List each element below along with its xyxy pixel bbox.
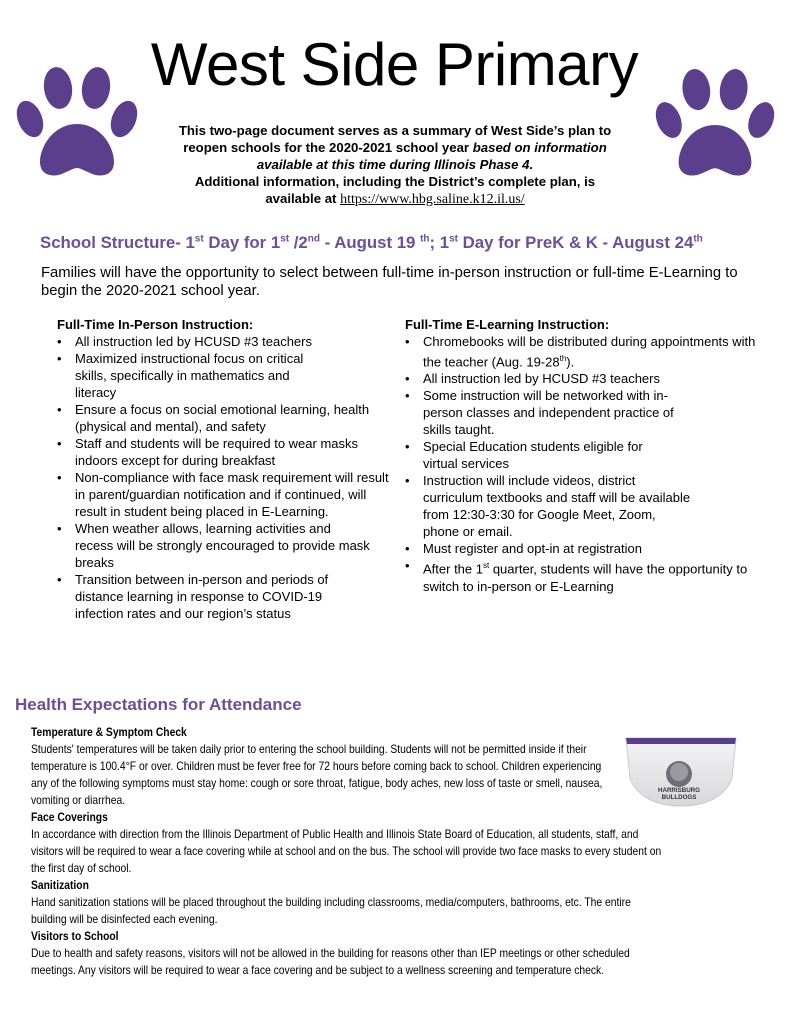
page-title: West Side Primary: [150, 31, 639, 98]
list-item: • Transition between in-person and periods of distance learning in response to COVID-19 infection rates and our region’s status: [57, 571, 392, 622]
list-item: • Non-compliance with face mask requirement will result in parent/guardian notification and if continued, will result in student being placed in E-Learning.: [57, 469, 392, 520]
visitors-title: Visitors to School: [31, 929, 119, 943]
face-coverings-text: In accordance with direction from the Illinois Department of Public Health and Illinois State Board of Education, all students, staff, and visitors will be required to wear a face covering while at school and on the bus. The school will provide two face masks to every student on the first day of school.: [31, 827, 662, 875]
list-item: • All instruction led by HCUSD #3 teachers: [405, 370, 765, 387]
district-plan-link[interactable]: https://www.hbg.saline.k12.il.us/: [340, 192, 525, 207]
list-item: • When weather allows, learning activities and recess will be strongly encouraged to provide mask breaks: [57, 520, 392, 571]
list-item: • Staff and students will be required to wear masks indoors except for during breakfast: [57, 435, 392, 469]
e-learning-title: Full-Time E-Learning Instruction:: [405, 317, 610, 332]
list-item: • Chromebooks will be distributed during appointments with the teacher (Aug. 19-28th).: [405, 333, 765, 370]
mask-logo-line1: HARRISBURG: [658, 787, 700, 794]
list-item: • After the 1st quarter, students will have the opportunity to switch to in-person or E-Learning: [405, 557, 765, 594]
list-item: • Ensure a focus on social emotional learning, health (physical and mental), and safety: [57, 401, 392, 435]
temperature-check-text: Students' temperatures will be taken daily prior to entering the school building. Students will not be permitted inside if their temperature is 100.4°F or over. Children must be fever free for 72 hours before coming back to school. Children experiencing any of the following symptoms must stay home: cough or sore throat, fatigue, body aches, new loss of taste or smell, nausea, vomiting or diarrhea.: [31, 742, 603, 807]
school-structure-heading: School Structure- 1st Day for 1st /2nd - August 19 $^{th}$; 1st Day for PreK & K - August 24th: [40, 233, 703, 252]
mask-logo-line2: BULLDOGS: [661, 794, 697, 801]
intro-summary: This two-page document serves as a summary of West Side’s plan to reopen schools for the 2020-2021 school year based on information available at this time during Illinois Phase 4. Additional information, including the District’s complete plan, is available at https://www.hbg.saline.k12.il.us/: [178, 123, 612, 207]
list-item: • Must register and opt-in at registration: [405, 540, 765, 557]
list-item: • Instruction will include videos, district curriculum textbooks and staff will be available from 12:30-3:30 for Google Meet, Zoom, phone or email.: [405, 472, 765, 540]
e-learning-section: [405, 316, 765, 595]
list-item: • Maximized instructional focus on critical skills, specifically in mathematics and literacy: [57, 350, 392, 401]
face-coverings-title: Face Coverings: [31, 810, 108, 824]
temperature-check-title: Temperature & Symptom Check: [31, 725, 187, 739]
visitors-text: Due to health and safety reasons, visitors will not be allowed in the building for reasons other than IEP meetings or other scheduled meetings. Any visitors will be required to wear a face covering and be subject to a wellness screening and temperature check.: [31, 946, 630, 977]
list-item: • All instruction led by HCUSD #3 teachers: [57, 333, 392, 350]
list-item: • Special Education students eligible for virtual services: [405, 438, 765, 472]
sanitization-title: Sanitization: [31, 878, 89, 892]
sanitization-text: Hand sanitization stations will be placed throughout the building including classrooms, media/computers, bathrooms, etc. The entire building will be disinfected each evening.: [31, 895, 631, 926]
families-intro-text: Families will have the opportunity to select between full-time in-person instruction or full-time E-Learning to begin the 2020-2021 school year.: [41, 265, 738, 299]
in-person-section: [57, 316, 392, 622]
face-mask-image: [622, 730, 740, 810]
health-expectations-heading: Health Expectations for Attendance: [15, 695, 302, 714]
health-expectations-section: [31, 724, 663, 979]
list-item: • Some instruction will be networked with in-person classes and independent practice of skills taught.: [405, 387, 765, 438]
in-person-title: Full-Time In-Person Instruction:: [57, 317, 254, 332]
